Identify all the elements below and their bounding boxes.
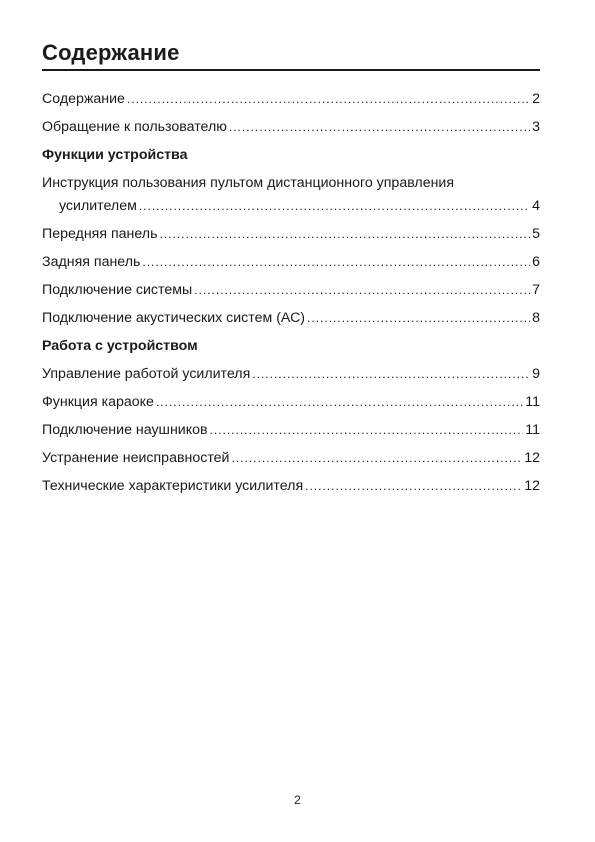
toc-entry-amplifier-control[interactable]: [42, 365, 540, 383]
toc-entry-user-address[interactable]: [42, 118, 540, 136]
toc-entry-page: 9: [532, 366, 540, 382]
dot-leader: [252, 365, 530, 383]
dot-leader: [156, 393, 523, 411]
toc-entry-page: 8: [532, 310, 540, 326]
toc-entry-specifications[interactable]: [42, 477, 540, 495]
toc-entry-label: Устранение неисправностей: [42, 450, 230, 466]
toc-entry-karaoke[interactable]: [42, 393, 540, 411]
dot-leader: [229, 118, 530, 136]
dot-leader: [159, 225, 530, 243]
toc-entry-label: Подключение системы: [42, 282, 193, 298]
toc-entry-label: усилителем: [59, 198, 137, 214]
dot-leader: [194, 281, 530, 299]
dot-leader: [231, 449, 522, 467]
toc-entry-page: 11: [525, 394, 540, 410]
title-underline: [42, 69, 540, 71]
toc-entry-remote-control[interactable]: [42, 174, 540, 215]
toc-entry-headphones[interactable]: [42, 421, 540, 439]
toc-entry-contents[interactable]: [42, 90, 540, 108]
toc-entry-page: 7: [532, 282, 540, 298]
toc-entry-label: Подключение акустических систем (АС): [42, 310, 306, 326]
toc-entry-label: Обращение к пользователю: [42, 119, 227, 135]
toc-entry-page: 2: [532, 91, 540, 107]
page-number: 2: [294, 793, 301, 807]
section-heading-working-with-device: Работа с устройством: [42, 338, 198, 354]
toc-entry-label: Технические характеристики усилителя: [42, 478, 304, 494]
toc-entry-label: Задняя панель: [42, 254, 141, 270]
dot-leader: [139, 197, 530, 215]
toc-entry-page: 11: [525, 422, 540, 438]
dot-leader: [142, 253, 530, 271]
toc-entry-page: 5: [532, 226, 540, 242]
dot-leader: [305, 477, 522, 495]
toc-entry-speaker-connection[interactable]: [42, 309, 540, 327]
toc-entry-page: 4: [532, 198, 540, 214]
toc-entry-rear-panel[interactable]: [42, 253, 540, 271]
toc-entry-continuation: [42, 197, 540, 215]
toc-entry-page: 3: [532, 119, 540, 135]
toc-entry-page: 6: [532, 254, 540, 270]
toc-entry-label: Передняя панель: [42, 226, 158, 242]
toc-entry-label: Содержание: [42, 91, 125, 107]
dot-leader: [307, 309, 530, 327]
table-of-contents: [42, 90, 540, 505]
toc-entry-label: Управление работой усилителя: [42, 366, 251, 382]
toc-entry-label: Подключение наушников: [42, 422, 208, 438]
toc-entry-label: Функция караоке: [42, 394, 154, 410]
dot-leader: [127, 90, 530, 108]
toc-entry-troubleshooting[interactable]: [42, 449, 540, 467]
dot-leader: [210, 421, 524, 439]
toc-entry-page: 12: [524, 478, 540, 494]
section-heading-device-functions: Функции устройства: [42, 147, 188, 163]
page-title: Содержание: [42, 40, 180, 65]
toc-entry-system-connection[interactable]: [42, 281, 540, 299]
toc-entry-front-panel[interactable]: [42, 225, 540, 243]
toc-entry-page: 12: [524, 450, 540, 466]
toc-entry-label-line1: Инструкция пользования пультом дистанционного управления: [42, 175, 455, 191]
